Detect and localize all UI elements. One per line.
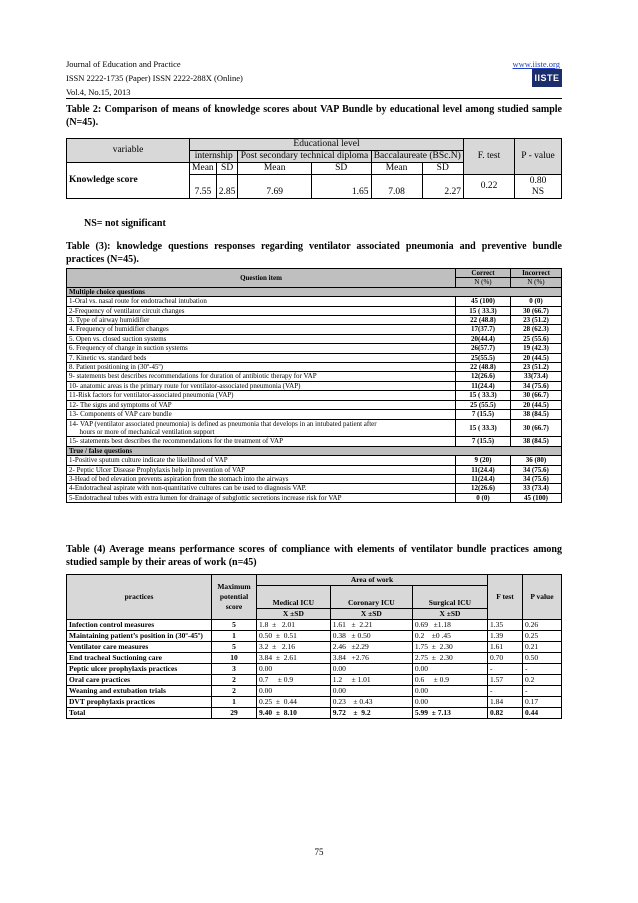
p-value: -: [523, 686, 562, 697]
practice-name: Ventilator care measures: [67, 642, 212, 653]
table-row: [67, 437, 562, 446]
f-test-value: 0.82: [488, 708, 523, 719]
table-row: [67, 419, 562, 437]
table-row: [67, 306, 562, 315]
coronary-icu-value: 1.61 ± 2.21: [330, 620, 412, 631]
coronary-icu-value: 0.38 ± 0.50: [330, 631, 412, 642]
t2-f-value: 0.22: [464, 175, 515, 199]
correct-value: 22 (48.8): [456, 363, 511, 372]
t3-np-incorrect: N (%): [511, 278, 562, 287]
question-item: 4-Endotracheal aspirate with non-quantitative cultures can be used to diagnosis VAP.: [67, 484, 456, 493]
t2-sd-3: SD: [422, 163, 463, 175]
incorrect-value: 34 (75.6): [511, 474, 562, 483]
p-value: 0.44: [523, 708, 562, 719]
medical-icu-value: 9.40 ± 8.10: [257, 708, 331, 719]
table-row: [67, 391, 562, 400]
question-item: [67, 419, 456, 437]
t4-max-header: Maximum potential score: [212, 575, 257, 620]
practice-name: Weaning and extubation trials: [67, 686, 212, 697]
t2-value: 7.69: [238, 175, 311, 199]
surgical-icu-value: 0.00: [412, 664, 487, 675]
question-item: 9- statements best describes recommendations for duration of antibiotic therapy for VAP: [67, 372, 456, 381]
p-value: 0.26: [523, 620, 562, 631]
t3-np-correct: N (%): [456, 278, 511, 287]
table-row: [67, 344, 562, 353]
incorrect-value: 20 (44.5): [511, 353, 562, 362]
question-item: 12- The signs and symptoms of VAP: [67, 400, 456, 409]
correct-value: 11(24.4): [456, 465, 511, 474]
correct-value: 9 (20): [456, 456, 511, 465]
incorrect-value: 45 (100): [511, 493, 562, 502]
max-score: 29: [212, 708, 257, 719]
correct-value: 12(26.6): [456, 484, 511, 493]
correct-value: 22 (48.8): [456, 316, 511, 325]
coronary-icu-value: 1.2 ± 1.01: [330, 675, 412, 686]
f-test-value: 1.39: [488, 631, 523, 642]
incorrect-value: 28 (62.3): [511, 325, 562, 334]
table-row: [67, 631, 562, 642]
t3-question-header: Question item: [67, 269, 456, 288]
journal-url-link[interactable]: www.iiste.org: [512, 59, 560, 69]
t3-incorrect-header: Incorrect: [511, 269, 562, 278]
correct-value: 25 (55.5): [456, 400, 511, 409]
coronary-icu-value: 2.46 ±2.29: [330, 642, 412, 653]
coronary-icu-value: 3.84 +2.76: [330, 653, 412, 664]
f-test-value: 1.57: [488, 675, 523, 686]
question-item: 2-Frequency of ventilator circuit changes: [67, 306, 456, 315]
medical-icu-value: 0.00: [257, 664, 331, 675]
practice-name: Peptic ulcer prophylaxis practices: [67, 664, 212, 675]
correct-value: 0 (0): [456, 493, 511, 502]
surgical-icu-value: 0.6 ± 0.9: [412, 675, 487, 686]
surgical-icu-value: 1.75 ± 2.30: [412, 642, 487, 653]
incorrect-value: 0 (0): [511, 297, 562, 306]
surgical-icu-value: 0.69 ±1.18: [412, 620, 487, 631]
t4-f-header: F test: [488, 575, 523, 620]
t4-practices-header: practices: [67, 575, 212, 620]
table-row: [67, 353, 562, 362]
table-row: [67, 675, 562, 686]
table-row: [67, 686, 562, 697]
iiste-logo: IISTE: [532, 69, 562, 87]
incorrect-value: 33 (73.4): [511, 484, 562, 493]
coronary-icu-value: 0.00: [330, 664, 412, 675]
surgical-icu-value: 0.00: [412, 697, 487, 708]
incorrect-value: 20 (44.5): [511, 400, 562, 409]
max-score: 1: [212, 631, 257, 642]
table-row: [67, 465, 562, 474]
t4-xsd: X ±SD: [330, 609, 412, 620]
correct-value: 20(44.4): [456, 334, 511, 343]
max-score: 3: [212, 664, 257, 675]
correct-value: 11(24.4): [456, 474, 511, 483]
question-item: 11-Risk factors for ventilator-associated pneumonia (VAP): [67, 391, 456, 400]
t2-p-value: [515, 175, 562, 199]
t4-xsd: X ±SD: [257, 609, 331, 620]
p-value: -: [523, 664, 562, 675]
correct-value: 15 ( 33.3): [456, 391, 511, 400]
surgical-icu-value: 0.2 ±0 .45: [412, 631, 487, 642]
question-item: 5-Endotracheal tubes with extra lumen for drainage of subglottic secretions increase risk for VAP: [67, 493, 456, 502]
table-row: [67, 653, 562, 664]
surgical-icu-value: 0.00: [412, 686, 487, 697]
max-score: 1: [212, 697, 257, 708]
f-test-value: 1.84: [488, 697, 523, 708]
incorrect-value: 33(73.4): [511, 372, 562, 381]
f-test-value: 0.70: [488, 653, 523, 664]
max-score: 10: [212, 653, 257, 664]
table-row: [67, 642, 562, 653]
table-row: [67, 484, 562, 493]
max-score: 5: [212, 620, 257, 631]
p-value: 0.2: [523, 675, 562, 686]
table-row: [67, 697, 562, 708]
max-score: 2: [212, 686, 257, 697]
t2-mean-3: Mean: [371, 163, 422, 175]
table-row: [67, 410, 562, 419]
practice-name: DVT prophylaxis practices: [67, 697, 212, 708]
table-row: [67, 620, 562, 631]
t2-sd-1: SD: [216, 163, 238, 175]
question-item: 6. Frequency of change in suction systems: [67, 344, 456, 353]
practice-name: Maintaining patient’s position in (30º-45º): [67, 631, 212, 642]
table-row: [67, 664, 562, 675]
question-item: 10- anatomic areas is the primary route for ventilator-associated pneumonia (VAP): [67, 381, 456, 390]
t2-mean-1: Mean: [190, 163, 217, 175]
surgical-icu-value: 2.75 ± 2.30: [412, 653, 487, 664]
correct-value: 15 ( 33.3): [456, 306, 511, 315]
table-row: [67, 325, 562, 334]
journal-volume: Vol.4, No.15, 2013: [66, 87, 131, 97]
question-item: 8. Patient positioning in (30º-45º): [67, 363, 456, 372]
f-test-value: 1.35: [488, 620, 523, 631]
medical-icu-value: 0.00: [257, 686, 331, 697]
correct-value: 26(57.7): [456, 344, 511, 353]
surgical-icu-value: 5.99 ± 7.13: [412, 708, 487, 719]
section-multiple-choice: [67, 287, 562, 296]
t2-value: 7.08: [371, 175, 422, 199]
journal-name: Journal of Education and Practice: [66, 59, 181, 69]
p-value: 0.25: [523, 631, 562, 642]
t4-area-medical: Medical ICU: [257, 586, 331, 609]
t4-area-header: Area of work: [257, 575, 488, 586]
t2-p-sig: NS: [531, 186, 545, 197]
t2-value: 1.65: [311, 175, 371, 199]
p-value: 0.21: [523, 642, 562, 653]
t3-correct-header: Correct: [456, 269, 511, 278]
t2-p-number: 0.80: [529, 175, 547, 186]
section-true-false-label: True / false questions: [67, 446, 562, 455]
correct-value: 7 (15.5): [456, 437, 511, 446]
table4: [66, 574, 562, 719]
table-row: [67, 474, 562, 483]
t4-area-surgical: Surgical ICU: [412, 586, 487, 609]
p-value: 0.17: [523, 697, 562, 708]
practice-name: End tracheal Suctioning care: [67, 653, 212, 664]
table-row: [67, 708, 562, 719]
incorrect-value: 36 (80): [511, 456, 562, 465]
table4-caption: Table (4) Average means performance scores of compliance with elements of ventilator bundle practices among studied sample by their areas of work (n=45): [66, 544, 562, 568]
incorrect-value: 34 (75.6): [511, 381, 562, 390]
table-row: [67, 297, 562, 306]
section-multiple-choice-label: Multiple choice questions: [67, 287, 562, 296]
t2-edu-header: Educational level: [190, 139, 464, 151]
table3: [66, 268, 562, 503]
correct-value: 12(26.6): [456, 372, 511, 381]
question-item: 4. Frequency of humidifier changes: [67, 325, 456, 334]
incorrect-value: 38 (84.5): [511, 410, 562, 419]
max-score: 2: [212, 675, 257, 686]
table-row: [67, 363, 562, 372]
t2-value: 7.55: [190, 175, 217, 199]
max-score: 5: [212, 642, 257, 653]
correct-value: 7 (15.5): [456, 410, 511, 419]
incorrect-value: 19 (42.3): [511, 344, 562, 353]
table-row: [67, 334, 562, 343]
correct-value: 45 (100): [456, 297, 511, 306]
incorrect-value: 23 (51.2): [511, 316, 562, 325]
t2-ftest-header: F. test: [464, 139, 515, 175]
correct-value: 15 ( 33.3): [456, 419, 511, 437]
coronary-icu-value: 0.00: [330, 686, 412, 697]
question-item: 1-Positive sputum culture indicate the likelihood of VAP: [67, 456, 456, 465]
t2-mean-2: Mean: [238, 163, 311, 175]
t2-note: NS= not significant: [84, 218, 166, 229]
journal-issn: ISSN 2222-1735 (Paper) ISSN 2222-288X (Online): [66, 73, 243, 83]
t2-group-1: internship: [190, 151, 238, 163]
f-test-value: -: [488, 686, 523, 697]
table-row: [67, 316, 562, 325]
practice-name: Infection control measures: [67, 620, 212, 631]
table-row: [67, 381, 562, 390]
question-text-cont: hours or more of mechanical ventilation support: [69, 427, 215, 436]
medical-icu-value: 1.8 ± 2.01: [257, 620, 331, 631]
table-row: [67, 400, 562, 409]
incorrect-value: 30 (66.7): [511, 306, 562, 315]
table-row: [67, 456, 562, 465]
t2-group-3: Baccalaureate (BSc.N): [371, 151, 464, 163]
table-row: [67, 493, 562, 502]
question-item: 3-Head of bed elevation prevents aspiration from the stomach into the airways: [67, 474, 456, 483]
table3-caption: Table (3): knowledge questions responses regarding ventilator associated pneumonia and preventive bundle practices (N=45).: [66, 241, 562, 265]
question-item: 7. Kinetic vs. standard beds: [67, 353, 456, 362]
correct-value: 11(24.4): [456, 381, 511, 390]
question-text: 14- VAP (ventilator associated pneumonia) is defined as pneumonia that develops in an intubated patient after: [69, 419, 377, 428]
question-item: 5. Open vs. closed suction systems: [67, 334, 456, 343]
t2-value: 2.27: [422, 175, 463, 199]
incorrect-value: 23 (51.2): [511, 363, 562, 372]
medical-icu-value: 0.7 ± 0.9: [257, 675, 331, 686]
correct-value: 17(37.7): [456, 325, 511, 334]
section-true-false: [67, 446, 562, 455]
t2-value: 2.85: [216, 175, 238, 199]
f-test-value: -: [488, 664, 523, 675]
incorrect-value: 38 (84.5): [511, 437, 562, 446]
t2-p-header: P - value: [515, 139, 562, 175]
medical-icu-value: 0.25 ± 0.44: [257, 697, 331, 708]
incorrect-value: 34 (75.6): [511, 465, 562, 474]
t2-group-2: Post secondary technical diploma: [238, 151, 371, 163]
question-item: 2- Peptic Ulcer Disease Prophylaxis help in prevention of VAP: [67, 465, 456, 474]
correct-value: 25(55.5): [456, 353, 511, 362]
medical-icu-value: 3.2 ± 2.16: [257, 642, 331, 653]
medical-icu-value: 3.84 ± 2.61: [257, 653, 331, 664]
question-item: 1-Oral vs. nasal route for endotracheal intubation: [67, 297, 456, 306]
t4-area-coronary: Coronary ICU: [330, 586, 412, 609]
coronary-icu-value: 9.72 ± 9.2: [330, 708, 412, 719]
t2-row-label: Knowledge score: [67, 163, 190, 199]
t2-sd-2: SD: [311, 163, 371, 175]
page-number: 75: [314, 847, 324, 857]
question-item: 13- Components of VAP care bundle: [67, 410, 456, 419]
t4-p-header: P value: [523, 575, 562, 620]
incorrect-value: 25 (55.6): [511, 334, 562, 343]
header-rule: [66, 98, 562, 99]
t2-variable-header: variable: [67, 139, 190, 163]
table2: [66, 138, 562, 199]
table-row: [67, 372, 562, 381]
practice-name: Oral care practices: [67, 675, 212, 686]
incorrect-value: 30 (66.7): [511, 419, 562, 437]
question-item: 15- statements best describes the recommendations for the treatment of VAP: [67, 437, 456, 446]
practice-name: Total: [67, 708, 212, 719]
f-test-value: 1.61: [488, 642, 523, 653]
medical-icu-value: 0.50 ± 0.51: [257, 631, 331, 642]
incorrect-value: 30 (66.7): [511, 391, 562, 400]
question-item: 3. Type of airway humidifier: [67, 316, 456, 325]
coronary-icu-value: 0.23 ± 0.43: [330, 697, 412, 708]
p-value: 0.50: [523, 653, 562, 664]
t4-xsd: X ±SD: [412, 609, 487, 620]
table2-caption: Table 2: Comparison of means of knowledge scores about VAP Bundle by educational level among studied sample (N=45).: [66, 104, 562, 128]
